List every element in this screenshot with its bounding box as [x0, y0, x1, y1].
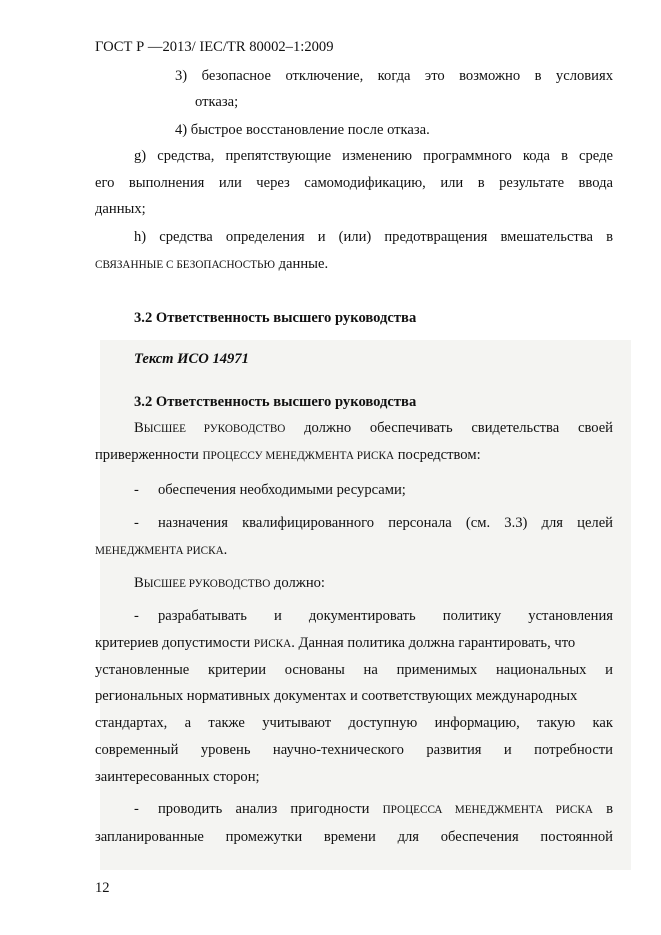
bullet-personnel-line-1: назначения квалифицированного персонала (см. 3.3) для целей [158, 515, 613, 531]
para1-line-2: приверженности ПРОЦЕССУ МЕНЕДЖМЕНТА РИСКА посредством: [95, 447, 481, 463]
bullet-review-line-2: запланированные промежутки времени для обеспечения постоянной [95, 829, 613, 845]
item-h-line-1: h) средства определения и (или) предотвращения вмешательства в [134, 229, 613, 245]
item-h-line-2: СВЯЗАННЫЕ С БЕЗОПАСНОСТЬЮ данные. [95, 256, 329, 272]
bullet-policy-line-3: установленные критерии основаны на применимых национальных и [95, 662, 613, 678]
bullet-dash: - [134, 801, 139, 817]
bullet-resources: обеспечения необходимыми ресурсами; [158, 482, 406, 498]
small-caps-term: СВЯЗАННЫЕ С БЕЗОПАСНОСТЬЮ [95, 259, 275, 271]
small-caps-term: ПРОЦЕССУ МЕНЕДЖМЕНТА РИСКА [202, 450, 395, 462]
bullet-dash: - [134, 482, 139, 498]
small-caps-term: РИСКА [253, 638, 292, 650]
small-caps-term: ЫСШЕЕ РУКОВОДСТВО [143, 578, 271, 590]
section-heading: 3.2 Ответственность высшего руководства [134, 310, 417, 326]
list-item-3: 3) безопасное отключение, когда это возможно в условиях [175, 68, 613, 84]
iso-text-label: Текст ИСО 14971 [134, 351, 249, 367]
bullet-policy-line-4: региональных нормативных документах и соответствующих международных [95, 688, 578, 704]
iso-section-heading: 3.2 Ответственность высшего руководства [134, 394, 417, 410]
item-g-line-3: данных; [95, 201, 146, 217]
para2: ВЫСШЕЕ РУКОВОДСТВО должно: [134, 575, 325, 591]
small-caps-term: ПРОЦЕССА МЕНЕДЖМЕНТА РИСКА [382, 804, 593, 816]
bullet-review-line-1: проводить анализ пригодности ПРОЦЕССА МЕНЕДЖМЕНТА РИСКА в [158, 801, 613, 817]
list-item-3-continuation: отказа; [195, 94, 239, 110]
item-g-line-1: g) средства, препятствующие изменению программного кода в среде [134, 148, 613, 164]
bullet-policy-line-5: стандартах, а также учитывают доступную информацию, такую как [95, 715, 613, 731]
bullet-policy-line-2: критериев допустимости РИСКА. Данная политика должна гарантировать, что [95, 635, 576, 651]
document-header: ГОСТ Р —2013/ IEC/TR 80002–1:2009 [95, 39, 334, 55]
page-number: 12 [95, 880, 110, 896]
para1-line-1: ВЫСШЕЕ РУКОВОДСТВО должно обеспечивать свидетельства своей [134, 420, 613, 436]
bullet-dash: - [134, 608, 139, 624]
bullet-dash: - [134, 515, 139, 531]
bullet-personnel-line-2: МЕНЕДЖМЕНТА РИСКА. [95, 542, 228, 558]
small-caps-term: МЕНЕДЖМЕНТА РИСКА [95, 545, 224, 557]
small-caps-term: ЫСШЕЕ РУКОВОДСТВО [143, 423, 286, 435]
list-item-4: 4) быстрое восстановление после отказа. [175, 122, 430, 138]
bullet-policy-line-7: заинтересованных сторон; [95, 769, 260, 785]
bullet-policy-line-6: современный уровень научно-технического развития и потребности [95, 742, 613, 758]
bullet-policy-line-1: разрабатывать и документировать политику установления [158, 608, 613, 624]
item-g-line-2: его выполнения или через самомодификацию, или в результате ввода [95, 175, 613, 191]
